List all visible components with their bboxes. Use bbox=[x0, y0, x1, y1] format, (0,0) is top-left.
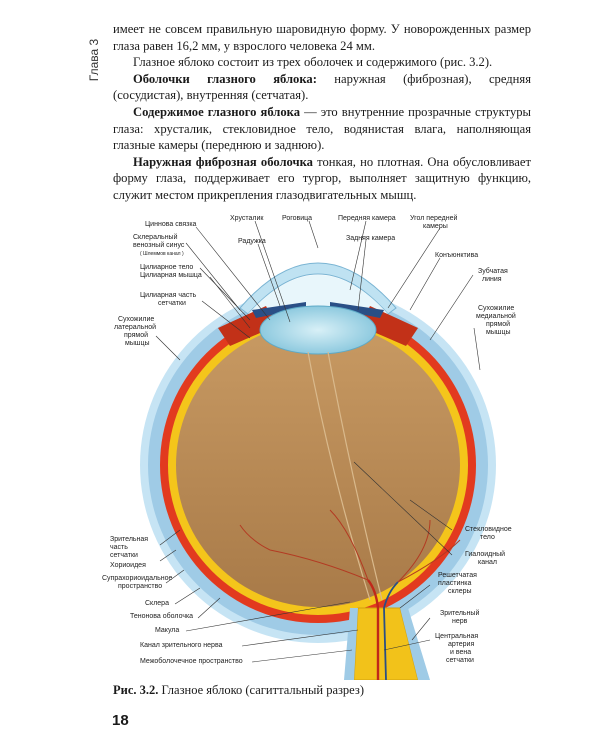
figure-caption bbox=[113, 683, 364, 698]
label-lamina-2: пластинка bbox=[438, 580, 472, 587]
paragraph-3-heading: Оболочки глазного яблока: bbox=[133, 71, 317, 86]
label-ciliary-part-2: сетчатки bbox=[158, 300, 186, 307]
label-lateral-4: мышцы bbox=[125, 340, 150, 347]
leader-cornea bbox=[309, 221, 318, 248]
label-choroid: Хориоидея bbox=[110, 562, 146, 569]
label-scleral-2: венозный синус bbox=[133, 242, 185, 249]
label-zinn: Циннова связка bbox=[145, 221, 197, 228]
label-conjunctiva: Конъюнктива bbox=[435, 252, 479, 259]
label-ant-chamber: Передняя камера bbox=[338, 215, 396, 222]
label-ciliary-body: Цилиарное тело bbox=[140, 264, 194, 271]
label-visual-3: сетчатки bbox=[110, 552, 138, 559]
label-suprachoroid-2: пространство bbox=[118, 583, 163, 590]
paragraph-1: имеет не совсем правильную шаровидную форму. У новорожденных размер глаза равен 16,2 мм, у взрослого человека 24 мм. bbox=[113, 22, 531, 53]
label-lateral-1: Сухожилие bbox=[118, 316, 155, 323]
label-lamina-1: Решетчатая bbox=[438, 572, 477, 579]
label-visual-2: часть bbox=[110, 544, 128, 551]
caption-number: Рис. 3.2. bbox=[113, 683, 159, 697]
label-medial-2: медиальной bbox=[476, 313, 516, 320]
label-angle-1: Угол передней bbox=[410, 215, 458, 222]
caption-text: Глазное яблоко (сагиттальный разрез) bbox=[158, 683, 364, 697]
label-lateral-3: прямой bbox=[124, 332, 149, 339]
eye-illustration bbox=[100, 210, 540, 680]
label-angle-2: камеры bbox=[423, 223, 448, 230]
paragraph-2: Глазное яблоко состоит из трех оболочек и содержимого (рис. 3.2). bbox=[133, 55, 493, 70]
leader-conjunctiva bbox=[410, 258, 440, 310]
vitreous-body bbox=[176, 323, 460, 607]
paragraph-3-body: наружная (фиброзная), средняя (сосудистая), внутренняя (сетчатая). bbox=[113, 71, 532, 103]
label-ora-2: линия bbox=[482, 276, 502, 283]
label-schlemm: ( Шлеммов канал ) bbox=[140, 251, 184, 257]
label-artery-2: артерия bbox=[448, 641, 475, 648]
label-post-chamber: Задняя камера bbox=[346, 235, 396, 242]
leader-nerve bbox=[412, 618, 430, 640]
leader-lateral-tendon bbox=[156, 336, 180, 360]
label-tenon: Тенонова оболочка bbox=[130, 613, 194, 620]
label-lamina-3: склеры bbox=[448, 588, 472, 595]
label-vitreous-2: тело bbox=[480, 534, 495, 541]
label-vitreous-1: Стекловидное bbox=[465, 526, 512, 533]
label-scleral-1: Склеральный bbox=[133, 234, 178, 241]
label-suprachoroid-1: Супрахориоидальное bbox=[102, 575, 173, 582]
chapter-side-tab bbox=[84, 30, 104, 90]
label-macula: Макула bbox=[155, 627, 180, 634]
paragraph-5 bbox=[113, 154, 531, 204]
lens-shape bbox=[260, 306, 376, 354]
label-nerve-2: нерв bbox=[452, 618, 468, 625]
leader-angle bbox=[388, 228, 440, 308]
label-hyaloid-2: канал bbox=[478, 559, 497, 566]
leader-medial-tendon bbox=[474, 328, 480, 370]
label-lateral-2: латеральной bbox=[114, 324, 157, 331]
label-ciliary-muscle: Цилиарная мышца bbox=[140, 272, 202, 279]
leader-ciliary-body bbox=[200, 268, 250, 320]
body-text bbox=[113, 21, 531, 204]
leader-intersheath bbox=[252, 650, 352, 662]
leader-sclera bbox=[175, 588, 200, 604]
eye-figure bbox=[100, 210, 540, 680]
paragraph-5-body: тонкая, но плотная. Она обусловливает форму глаза, поддерживает его тургор, выполняет защитную функцию, служит местом прикрепления глазодвигательных мышц. bbox=[113, 154, 531, 202]
paragraph-4-body: — это внутренние прозрачные структуры глаза: хрусталик, стекловидное тело, водянистая влага, наполняющая глазные камеры (переднюю и заднюю). bbox=[113, 104, 531, 153]
paragraph-3 bbox=[113, 71, 531, 104]
label-medial-4: мышцы bbox=[486, 329, 511, 336]
label-visual-1: Зрительная bbox=[110, 536, 149, 543]
paragraph-4 bbox=[113, 104, 531, 154]
chapter-label: Глава 3 bbox=[87, 38, 102, 82]
label-ora-1: Зубчатая bbox=[478, 268, 508, 275]
label-cornea: Роговица bbox=[282, 215, 313, 222]
label-artery-4: сетчатки bbox=[446, 657, 474, 664]
label-artery-1: Центральная bbox=[435, 633, 479, 640]
label-medial-3: прямой bbox=[486, 321, 511, 328]
label-sclera: Склера bbox=[145, 600, 169, 607]
page-number: 18 bbox=[112, 712, 129, 729]
label-lens: Хрусталик bbox=[230, 215, 264, 222]
paragraph-5-heading: Наружная фиброзная оболочка bbox=[133, 154, 313, 169]
label-artery-3: и вена bbox=[450, 649, 472, 656]
leader-ora bbox=[430, 275, 473, 340]
label-optic-canal: Канал зрительного нерва bbox=[140, 642, 223, 649]
label-medial-1: Сухожилие bbox=[478, 305, 515, 312]
label-ciliary-part-1: Цилиарная часть bbox=[140, 292, 197, 299]
label-intersheath: Межоболочечное пространство bbox=[140, 658, 243, 665]
label-iris: Радужка bbox=[238, 238, 266, 245]
paragraph-4-heading: Содержимое глазного яблока bbox=[133, 104, 301, 119]
label-nerve-1: Зрительный bbox=[440, 610, 480, 617]
label-hyaloid-1: Гиалоидный bbox=[465, 551, 506, 558]
